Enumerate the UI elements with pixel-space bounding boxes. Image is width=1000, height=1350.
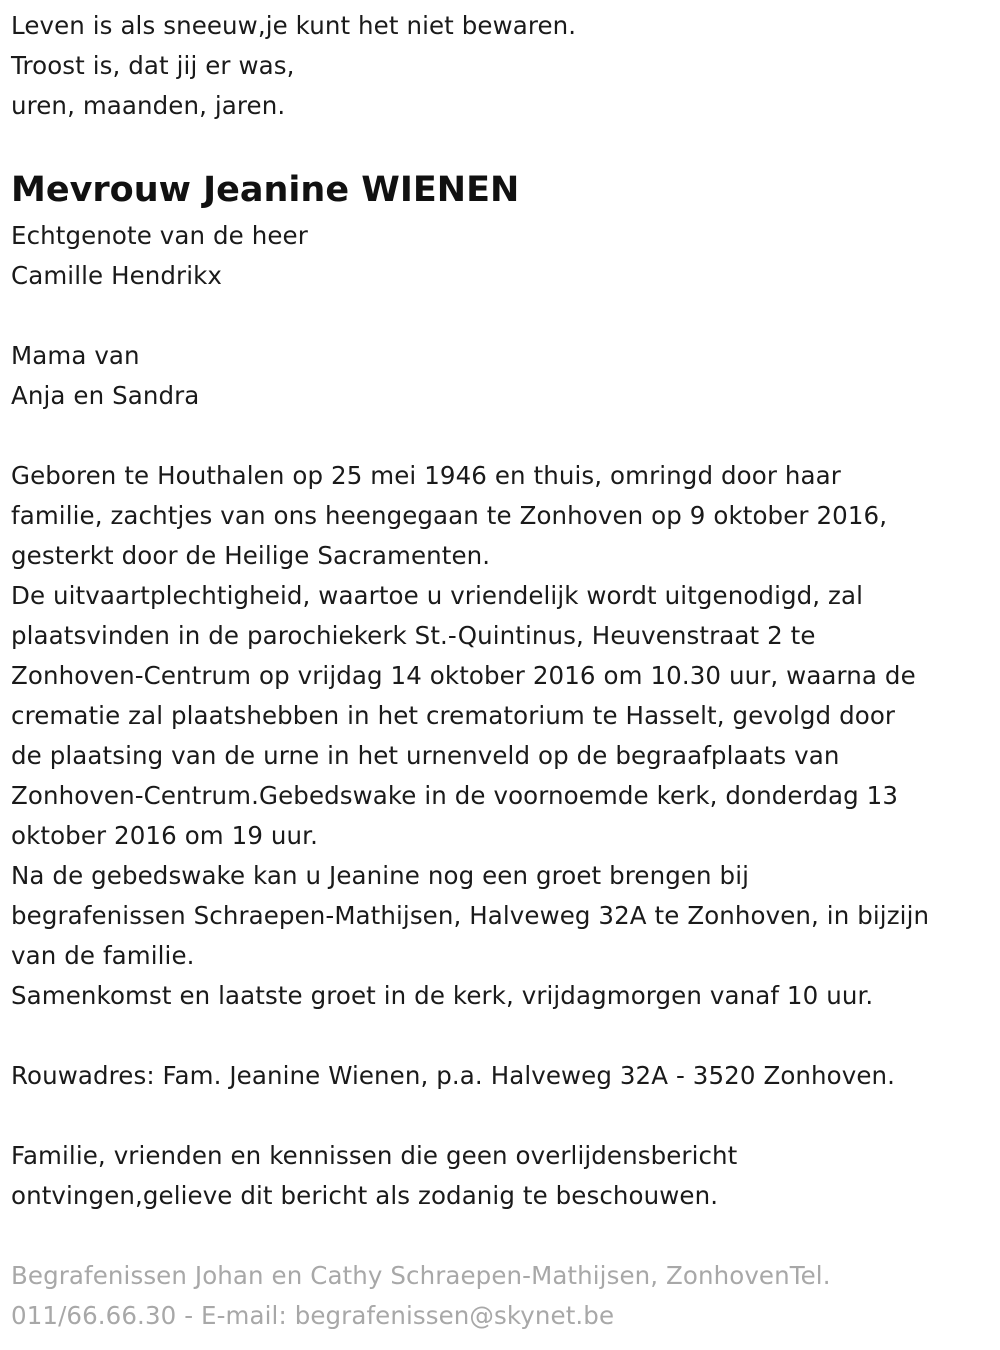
body-line: plaatsvinden in de parochiekerk St.-Quintinus, Heuvenstraat 2 te bbox=[11, 621, 816, 650]
spacer bbox=[11, 1216, 988, 1256]
spacer bbox=[11, 296, 988, 336]
body-line: Samenkomst en laatste groet in de kerk, vrijdagmorgen vanaf 10 uur. bbox=[11, 981, 874, 1010]
spouse-line: Camille Hendrikx bbox=[11, 261, 223, 290]
mourning-address bbox=[11, 1056, 988, 1096]
spacer bbox=[11, 1016, 988, 1056]
body-line: Geboren te Houthalen op 25 mei 1946 en thuis, omringd door haar bbox=[11, 461, 841, 490]
spacer bbox=[11, 416, 988, 456]
deceased-name: Mevrouw Jeanine WIENEN bbox=[11, 170, 520, 210]
body-line: begrafenissen Schraepen-Mathijsen, Halveweg 32A te Zonhoven, in bijzijn bbox=[11, 901, 930, 930]
footer-line: 011/66.66.30 - E-mail: begrafenissen@skynet.be bbox=[11, 1301, 615, 1330]
body-line: Na de gebedswake kan u Jeanine nog een groet brengen bij bbox=[11, 861, 750, 890]
poem-line: Troost is, dat jij er was, bbox=[11, 51, 295, 80]
body-line: crematie zal plaatshebben in het crematorium te Hasselt, gevolgd door bbox=[11, 701, 896, 730]
address-line: Rouwadres: Fam. Jeanine Wienen, p.a. Halveweg 32A - 3520 Zonhoven. bbox=[11, 1061, 896, 1090]
footer-line: Begrafenissen Johan en Cathy Schraepen-Mathijsen, ZonhovenTel. bbox=[11, 1261, 831, 1290]
body-line: familie, zachtjes van ons heengegaan te Zonhoven op 9 oktober 2016, bbox=[11, 501, 888, 530]
poem-line: Leven is als sneeuw,je kunt het niet bewaren. bbox=[11, 11, 577, 40]
body-text bbox=[11, 456, 988, 1016]
notice-line: Familie, vrienden en kennissen die geen overlijdensbericht bbox=[11, 1141, 738, 1170]
body-line: oktober 2016 om 19 uur. bbox=[11, 821, 318, 850]
spouse-line: Echtgenote van de heer bbox=[11, 221, 308, 250]
poem-line: uren, maanden, jaren. bbox=[11, 91, 286, 120]
spacer bbox=[11, 1096, 988, 1136]
notice-line: ontvingen,gelieve dit bericht als zodanig te beschouwen. bbox=[11, 1181, 719, 1210]
funeral-home-footer bbox=[11, 1256, 988, 1336]
children-line: Mama van bbox=[11, 341, 140, 370]
notice bbox=[11, 1136, 988, 1216]
body-line: van de familie. bbox=[11, 941, 195, 970]
body-line: de plaatsing van de urne in het urnenveld op de begraafplaats van bbox=[11, 741, 840, 770]
body-line: De uitvaartplechtigheid, waartoe u vriendelijk wordt uitgenodigd, zal bbox=[11, 581, 864, 610]
children-line: Anja en Sandra bbox=[11, 381, 200, 410]
poem bbox=[11, 6, 988, 126]
body-line: gesterkt door de Heilige Sacramenten. bbox=[11, 541, 491, 570]
children-info bbox=[11, 336, 988, 416]
body-line: Zonhoven-Centrum op vrijdag 14 oktober 2016 om 10.30 uur, waarna de bbox=[11, 661, 916, 690]
spouse-info bbox=[11, 216, 988, 296]
body-line: Zonhoven-Centrum.Gebedswake in de voornoemde kerk, donderdag 13 bbox=[11, 781, 899, 810]
